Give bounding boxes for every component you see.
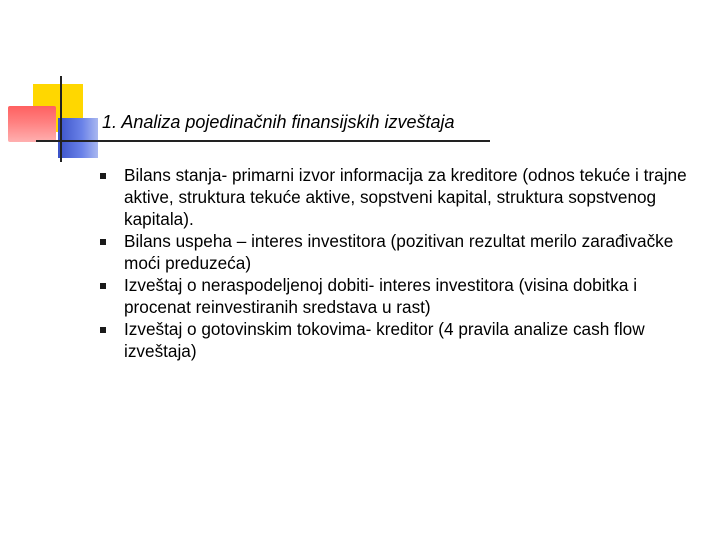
bullet-text: Izveštaj o gotovinskim tokovima- kreditor (4 pravila analize cash flow izveštaja) <box>124 319 645 361</box>
square-bullet-icon <box>100 173 106 179</box>
decorative-vertical-line <box>60 76 62 162</box>
bullet-text: Izveštaj o neraspodeljenoj dobiti- interes investitora (visina dobitka i procenat reinvestiranih sredstava u rast) <box>124 275 638 317</box>
square-bullet-icon <box>100 239 106 245</box>
decorative-red-block <box>8 106 56 142</box>
bullet-text: Bilans stanja- primarni izvor informacija za kreditore (odnos tekuće i trajne aktive, struktura tekuće aktive, sopstveni kapital, struktura sopstvenog kapitala). <box>124 165 687 229</box>
slide-title: 1. Analiza pojedinačnih finansijskih izveštaja <box>102 112 455 132</box>
bullet-item-neraspodeljena-dobit <box>100 274 700 318</box>
square-bullet-icon <box>100 327 106 333</box>
bullet-list <box>100 164 700 362</box>
bullet-item-gotovinski-tokovi <box>100 318 700 362</box>
square-bullet-icon <box>100 283 106 289</box>
title-underline <box>36 140 490 142</box>
bullet-item-bilans-stanja <box>100 164 700 230</box>
bullet-text: Bilans uspeha – interes investitora (pozitivan rezultat merilo zarađivačke moći preduzeća) <box>124 231 674 273</box>
decorative-blue-square <box>58 118 98 158</box>
bullet-item-bilans-uspeha <box>100 230 700 274</box>
